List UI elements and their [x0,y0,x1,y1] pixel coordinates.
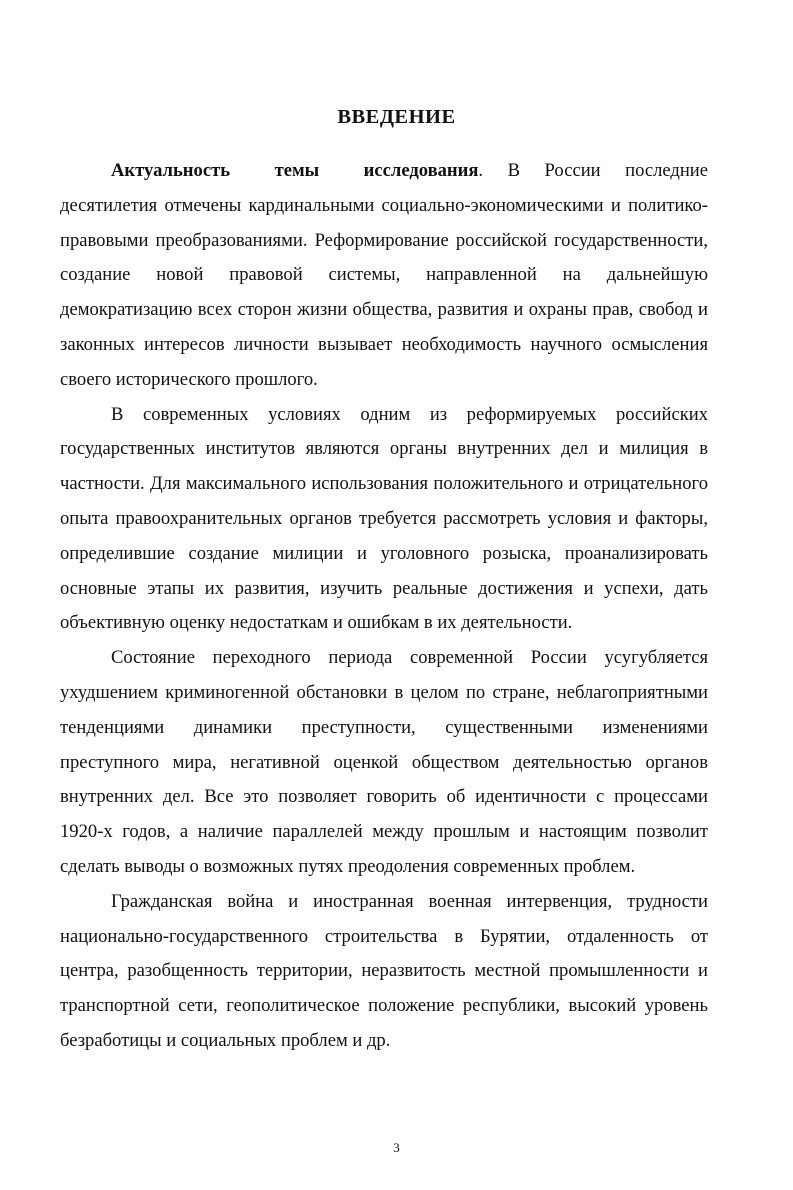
section-title: ВВЕДЕНИЕ [337,106,456,128]
paragraph-lead: Актуальность темы исследования [111,160,479,181]
paragraph-civil-war: Гражданская война и иностранная военная интервенция, трудности национально-государственного строительства в Бурятии, отдаленность от центра, разобщенность территории, неразвитость местной промышленности и транспортной сети, геополитическое положение республики, высокий уровень безработицы и социальных проблем и др. [60,890,708,1051]
body-text [60,154,708,1059]
paragraph-modern-conditions: В современных условиях одним из реформируемых российских государственных институтов являются органы внутренних дел и милиция в частности. Для максимального использования положительного и отрицательного опыта правоохранительных органов требуется рассмотреть условия и факторы, определившие создание милиции и уголовного розыска, проанализировать основные этапы их развития, изучить реальные достижения и успехи, дать объективную оценку недостаткам и ошибкам в их деятельности. [60,403,708,634]
page-number: 3 [393,1140,400,1155]
paragraph-text: . В России последние десятилетия отмечены кардинальными социально-экономическими и политико-правовыми преобразованиями. Реформирование российской государственности, создание новой правовой системы, направленной на дальнейшую демократизацию всех сторон жизни общества, развития и охраны прав, свобод и законных интересов личности вызывает необходимость научного осмысления своего исторического прошлого. [60,160,709,390]
paragraph-relevance [60,154,708,398]
paragraph-transition-period: Состояние переходного периода современной России усугубляется ухудшением криминогенной обстановки в целом по стране, неблагоприятными тенденциями динамики преступности, существенными изменениями преступного мира, негативной оценкой обществом деятельностью органов внутренних дел. Все это позволяет говорить об идентичности с процессами 1920-х годов, а наличие параллелей между прошлым и настоящим позволит сделать выводы о возможных путях преодоления современных проблем. [60,647,708,877]
